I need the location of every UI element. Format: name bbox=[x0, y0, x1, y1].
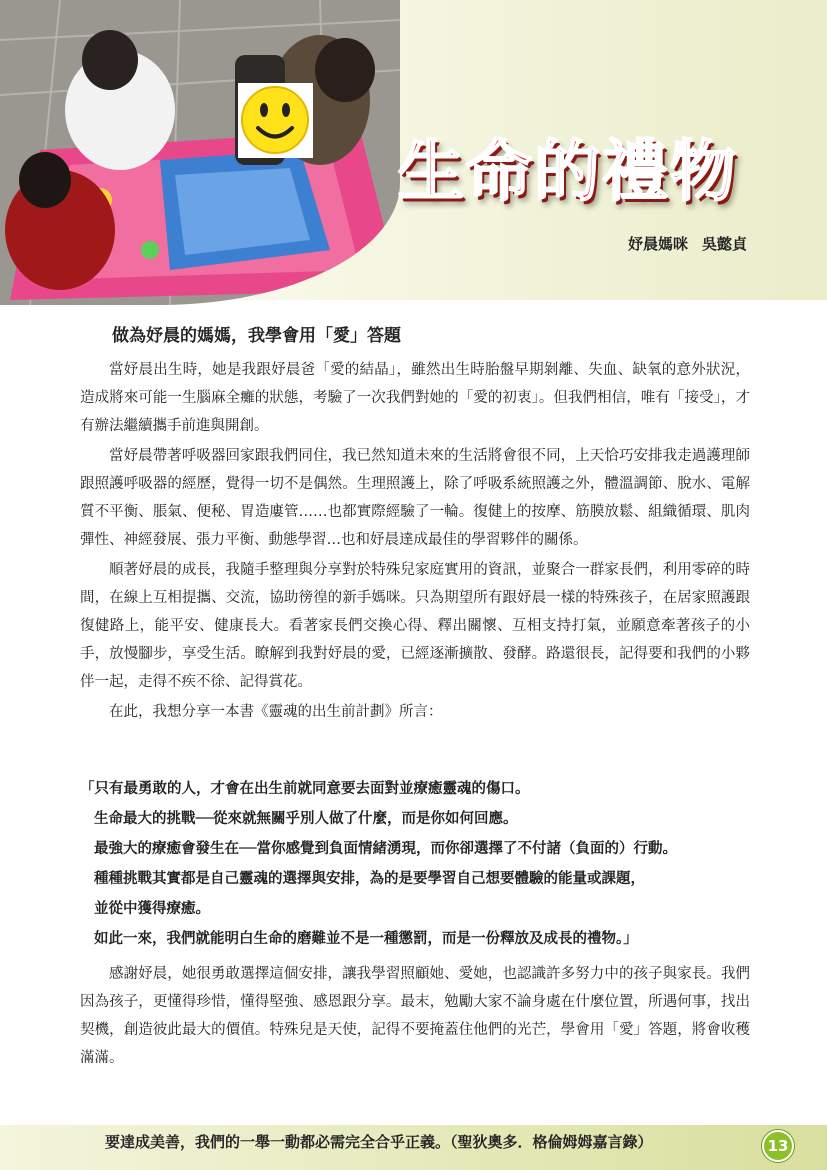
quote-line: 生命最大的挑戰──從來就無關乎別人做了什麼，而是你如何回應。 bbox=[94, 810, 518, 827]
smiley-face-icon bbox=[238, 83, 313, 158]
article-body bbox=[80, 322, 750, 728]
quote-line: 種種挑戰其實都是自己靈魂的選擇與安排，為的是要學習自己想要體驗的能量或課題， bbox=[94, 870, 645, 887]
family-photo-illustration bbox=[0, 0, 400, 305]
author-role: 妤晨媽咪 bbox=[627, 235, 688, 253]
page-number: 13 bbox=[762, 1130, 794, 1162]
quote-line: 最強大的療癒會發生在──當你感覺到負面情緒湧現，而你卻選擇了不付諸（負面的）行動。 bbox=[94, 840, 677, 857]
closing-paragraph: 感謝妤晨，她很勇敢選擇這個安排，讓我學習照顧她、愛她，也認識許多努力中的孩子與家長。我們因為孩子，更懂得珍惜，懂得堅強、感恩跟分享。最末，勉勵大家不論身處在什麼位置，所遇何事，找出契機，創造彼此最大的價值。特殊兒是天使，記得不要掩蓋住他們的光芒，學會用「愛」答題，將會收穫滿滿。 bbox=[80, 966, 750, 1066]
header-photo bbox=[0, 0, 400, 305]
quote-line: 「只有最勇敢的人，才會在出生前就同意要去面對並療癒靈魂的傷口。 bbox=[80, 780, 530, 797]
book-quote bbox=[80, 774, 760, 954]
page-title: 生命的禮物 bbox=[398, 132, 738, 210]
paragraph: 當妤晨出生時，她是我跟妤晨爸「愛的結晶」，雖然出生時胎盤早期剝離、失血、缺氧的意外狀況，造成將來可能一生腦麻全癱的狀態，考驗了一次我們對她的「愛的初衷」。但我們相信，唯有「接受」，才有辦法繼續攜手前進與開創。 bbox=[80, 362, 750, 434]
paragraph: 在此，我想分享一本書《靈魂的出生前計劃》所言： bbox=[109, 704, 443, 720]
paragraph: 順著妤晨的成長，我隨手整理與分享對於特殊兒家庭實用的資訊，並聚合一群家長們，利用零碎的時間，在線上互相提攜、交流，協助徬徨的新手媽咪。只為期望所有跟妤晨一樣的特殊孩子，在居家照護跟復健路上，能平安、健康長大。看著家長們交換心得、釋出關懷、互相支持打氣，並願意牽著孩子的小手，放慢腳步，享受生活。瞭解到我對妤晨的愛，已經逐漸擴散、發酵。路還很長，記得要和我們的小夥伴一起，走得不疾不徐、記得賞花。 bbox=[80, 562, 750, 690]
closing-section bbox=[80, 960, 750, 1074]
footer-motto: 要達成美善，我們的一舉一動都必需完全合乎正義。（聖狄奧多．格倫姆姆嘉言錄） bbox=[105, 1133, 653, 1151]
article-subheading: 做為妤晨的媽媽，我學會用「愛」答題 bbox=[112, 326, 401, 346]
author-byline bbox=[628, 233, 747, 254]
quote-line: 如此一來，我們就能明白生命的磨難並不是一種懲罰，而是一份釋放及成長的禮物。」 bbox=[94, 930, 638, 947]
paragraph: 當妤晨帶著呼吸器回家跟我們同住，我已然知道未來的生活將會很不同，上天恰巧安排我走過護理師跟照護呼吸器的經歷，覺得一切不是偶然。生理照護上，除了呼吸系統照護之外，體溫調節、脫水、電解質不平衡、脹氣、便秘、胃造廔管……也都實際經驗了一輪。復健上的按摩、筋膜放鬆、組織循環、肌肉彈性、神經發展、張力平衡、動態學習…也和妤晨達成最佳的學習夥伴的關係。 bbox=[80, 448, 750, 548]
author-name: 吳懿貞 bbox=[701, 235, 747, 253]
quote-line: 並從中獲得療癒。 bbox=[94, 900, 210, 917]
